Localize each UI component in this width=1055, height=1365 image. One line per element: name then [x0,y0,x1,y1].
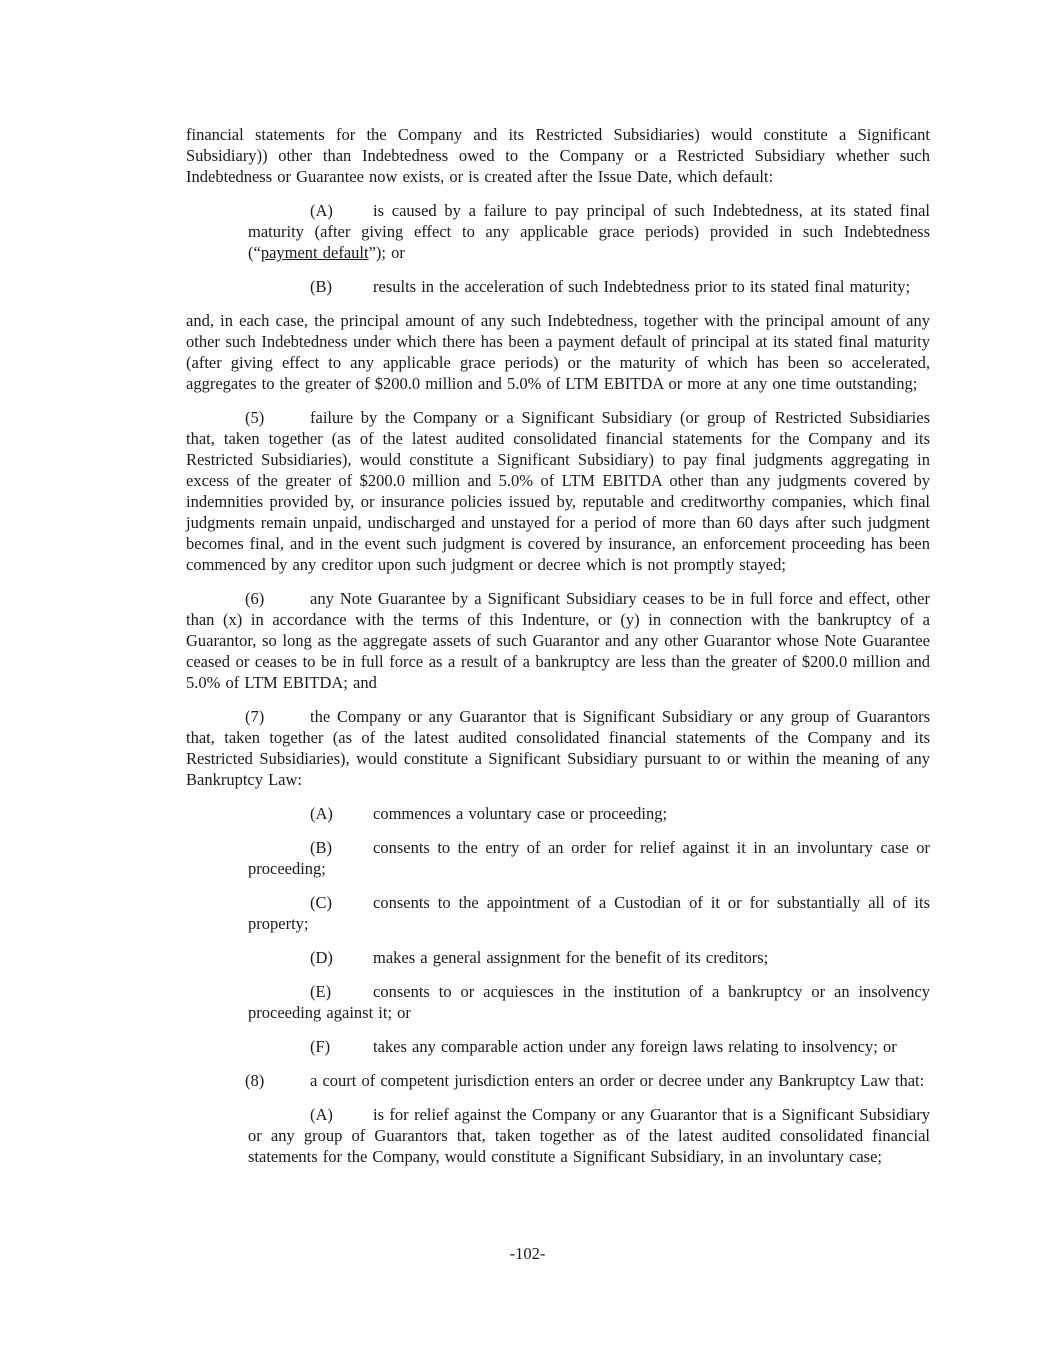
page-number: -102- [509,1244,546,1263]
clause-label: (B) [310,277,332,296]
paragraph-in-each-case: and, in each case, the principal amount of any such Indebtedness, together with the principal amount of any other such Indebtedness under which there has been a payment default of principal at its stated final maturity (after giving effect to any applicable grace periods) or the maturity of which has been so accelerated, aggregates to the greater of $200.0 million and 5.0% of LTM EBITDA or more at any one time outstanding; [186,311,930,393]
clause-7-bankruptcy-law [186,706,930,790]
clause-text: commences a voluntary case or proceeding; [373,804,668,823]
clause-7F-foreign-laws [248,1036,930,1057]
clause-label: (F) [310,1037,331,1056]
document-body [186,124,930,1180]
clause-text: takes any comparable action under any foreign laws relating to insolvency; or [373,1037,897,1056]
clause-B-acceleration [248,276,930,297]
clause-5-final-judgments [186,407,930,575]
clause-7C-custodian [248,892,930,934]
clause-label: (E) [310,982,332,1001]
clause-text: the Company or any Guarantor that is Significant Subsidiary or any group of Guarantors that, taken together (as of the latest audited consolidated financial statements of the Company and its Restricted Subsidiaries), would constitute a Significant Subsidiary pursuant to or within the meaning of any Bankruptcy Law: [186,707,930,789]
clause-label: (A) [310,804,333,823]
clause-label: (8) [245,1071,265,1090]
clause-6-note-guarantee [186,588,930,693]
clause-7E-acquiesces [248,981,930,1023]
clause-text: ”); or [368,243,405,262]
clause-label: (A) [310,201,333,220]
clause-text: is caused by a failure to pay principal of such Indebtedness, at its stated final maturity (after giving effect to any applicable grace periods) provided in such Indebtedness (“ [248,201,930,262]
clause-label: (5) [245,408,265,427]
clause-text: any Note Guarantee by a Significant Subsidiary ceases to be in full force and effect, other than (x) in accordance with the terms of this Indenture, or (y) in connection with the bankruptcy of a Guarantor, so long as the aggregate assets of such Guarantor and any other Guarantor whose Note Guarantee ceased or ceases to be in full force as a result of a bankruptcy are less than the greater of $200.0 million and 5.0% of LTM EBITDA; and [186,589,930,692]
clause-text: results in the acceleration of such Indebtedness prior to its stated final maturity; [373,277,911,296]
clause-label: (C) [310,893,332,912]
clause-7B-order-for-relief [248,837,930,879]
clause-text: a court of competent jurisdiction enters an order or decree under any Bankruptcy Law that: [310,1071,925,1090]
paragraph-continuation: financial statements for the Company and its Restricted Subsidiaries) would constitute a Significant Subsidiary)) other than Indebtedness owed to the Company or a Restricted Subsidiary whether such Indebtedness or Guarantee now exists, or is created after the Issue Date, which default: [186,125,930,186]
clause-text: consents to or acquiesces in the institution of a bankruptcy or an insolvency proceeding against it; or [248,982,930,1022]
clause-label: (D) [310,948,333,967]
clause-8A-involuntary-case [248,1104,930,1167]
clause-text: consents to the appointment of a Custodian of it or for substantially all of its property; [248,893,930,933]
clause-text: is for relief against the Company or any Guarantor that is a Significant Subsidiary or any group of Guarantors that, taken together as of the latest audited consolidated financial statements for the Company, would constitute a Significant Subsidiary, in an involuntary case; [248,1105,930,1166]
clause-7D-general-assignment [248,947,930,968]
clause-label: (6) [245,589,265,608]
clause-text: failure by the Company or a Significant Subsidiary (or group of Restricted Subsidiaries that, taken together (as of the latest audited consolidated financial statements for the Company and its Restricted Subsidiaries), would constitute a Significant Subsidiary) to pay final judgments aggregating in excess of the greater of $200.0 million and 5.0% of LTM EBITDA other than any judgments covered by indemnities provided by, or insurance policies issued by, reputable and creditworthy companies, which final judgments remain unpaid, undischarged and unstayed for a period of more than 60 days after such judgment becomes final, and in the event such judgment is covered by insurance, an enforcement proceeding has been commenced by any creditor upon such judgment or decree which is not promptly stayed; [186,408,930,574]
clause-text: consents to the entry of an order for relief against it in an involuntary case or proceeding; [248,838,930,878]
clause-A-payment-default [248,200,930,263]
defined-term-payment-default: payment default [260,243,369,262]
clause-7A-voluntary-case [248,803,930,824]
clause-label: (B) [310,838,332,857]
clause-label: (7) [245,707,265,726]
clause-8-court-order [186,1070,930,1091]
clause-label: (A) [310,1105,333,1124]
clause-text: makes a general assignment for the benefit of its creditors; [373,948,769,967]
